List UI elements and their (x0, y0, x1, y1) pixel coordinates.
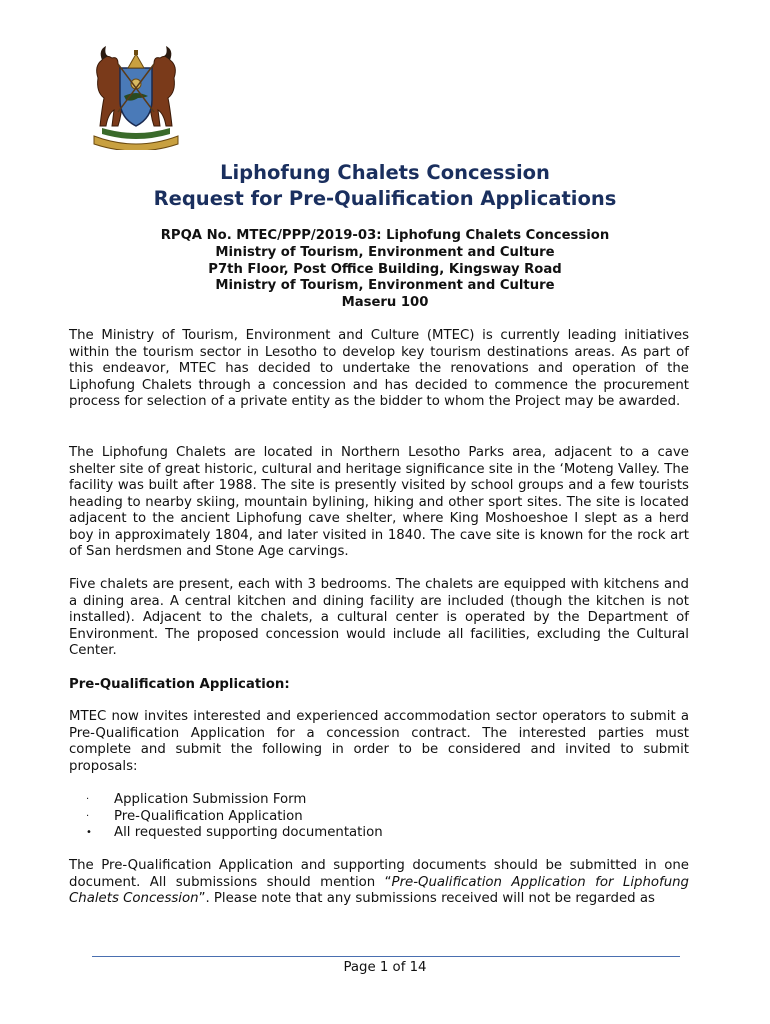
ministry-name: Ministry of Tourism, Environment and Culture (215, 244, 555, 260)
list-item (86, 792, 383, 809)
requirements-list (86, 792, 383, 842)
bullet-icon: · (86, 810, 90, 822)
intro-paragraph: The Ministry of Tourism, Environment and Culture (MTEC) is currently leading initiatives within the tourism sector in Lesotho to develop key tourism destinations areas. As part of this endeavor, MTEC has decided to undertake the renovations and operation of the Liphofung Chalets through a concession and has decided to commence the procurement process for selection of a private entity as the bidder to whom the Project may be awarded. (69, 328, 689, 409)
page-number: Page 1 of 14 (343, 960, 427, 975)
list-item-text: Pre-Qualification Application (114, 808, 303, 824)
list-item-text: All requested supporting documentation (114, 825, 383, 840)
location-paragraph: The Liphofung Chalets are located in Northern Lesotho Parks area, adjacent to a cave shelter site of great historic, cultural and heritage significance site in the ‘Moteng Valley. The facility was built after 1988. The site is presently visited by school groups and a few tourists heading to nearby skiing, mountain bylining, hiking and other sport sites. The site is located adjacent to the ancient Liphofung cave shelter, where King Moshoeshoe I slept as a herd boy in approximately 1804, and later visited in 1840. The cave site is known for the rock art of San herdsmen and Stone Age carvings. (69, 445, 689, 559)
submission-text-start: The Pre-Qualification Application and supporting documents should be submitted in one document. All submissions should mention “ (69, 858, 689, 890)
list-item (86, 809, 383, 826)
document-subtitle: Request for Pre-Qualification Applications (153, 187, 617, 210)
address-line: P7th Floor, Post Office Building, Kingsway Road (208, 261, 562, 277)
bullet-icon: • (86, 827, 92, 838)
invitation-paragraph: MTEC now invites interested and experienced accommodation sector operators to submit a Pre-Qualification Application for a concession contract. The interested parties must complete and submit the following in order to be considered and invited to submit proposals: (69, 709, 689, 774)
header-block (0, 228, 770, 312)
list-item (86, 825, 383, 842)
list-item-text: Application Submission Form (114, 792, 307, 807)
submission-paragraph (69, 858, 689, 908)
facilities-paragraph: Five chalets are present, each with 3 bedrooms. The chalets are equipped with kitchens and a dining area. A central kitchen and dining facility are included (though the kitchen is not installed). Adjacent to the chalets, a cultural center is operated by the Department of Environment. The proposed concession would include all facilities, excluding the Cultural Center. (69, 577, 689, 658)
footer-divider (92, 956, 680, 957)
city-line: Maseru 100 (341, 295, 429, 311)
bullet-icon: · (86, 794, 90, 805)
section-heading: Pre-Qualification Application: (69, 677, 290, 692)
rpqa-reference: RPQA No. MTEC/PPP/2019-03: Liphofung Chalets Concession (160, 228, 610, 243)
coat-of-arms-icon (88, 40, 184, 150)
submission-text-end: ”. Please note that any submissions received will not be regarded as (198, 891, 655, 906)
ministry-name-repeat: Ministry of Tourism, Environment and Culture (215, 278, 555, 294)
document-title: Liphofung Chalets Concession (220, 161, 550, 184)
submission-title-italic: Pre-Qualification Application for Liphofung Chalets Concession (69, 874, 689, 906)
